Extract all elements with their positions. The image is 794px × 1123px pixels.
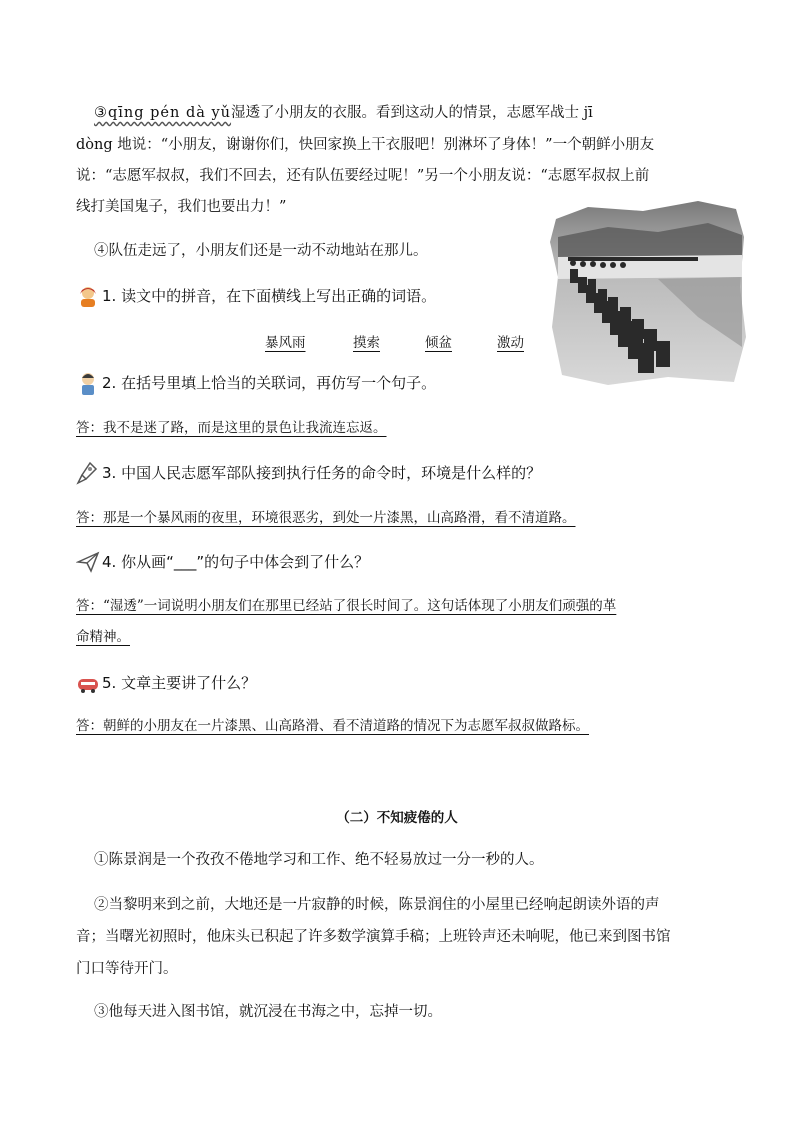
train-icon [76,671,100,695]
q1-word-2: 摸索 [353,335,380,351]
q1-word-3: 倾盆 [425,335,452,351]
paragraph-3-line-2: dòng 地说：“小朋友，谢谢你们，快回家换上干衣服吧！别淋坏了身体！”一个朝鲜小朋友 [76,137,655,153]
passage2-paragraph-1: ①陈景润是一个孜孜不倦地学习和工作、绝不轻易放过一分一秒的人。 [94,852,544,868]
q1-answer-words [265,331,524,351]
teacher-icon [76,371,100,395]
paragraph-3-text-1: 湿透了小朋友的衣服。看到这动人的情景，志愿军战士 jī [231,105,593,121]
q1-word-1: 暴风雨 [265,335,306,351]
paragraph-3-line-3: 说：“志愿军叔叔，我们不回去，还有队伍要经过呢！”另一个小朋友说：“志愿军叔叔上前 [76,168,650,184]
passage2-paragraph-2-line-3: 门口等待开门。 [76,961,178,977]
passage2-paragraph-3: ③他每天进入图书馆，就沉浸在书海之中，忘掉一切。 [94,1004,442,1020]
q4-answer-line-2: 命精神。 [76,629,130,645]
paragraph-3-line-1 [94,103,593,123]
pinyin-blank-1: ③qīng pén dà yǔ [94,105,232,121]
q4-answer-line-1: 答：“湿透”一词说明小朋友们在那里已经站了很长时间了。这句话体现了小朋友们顽强的革 [76,598,617,614]
question-5: 5. 文章主要讲了什么？ [76,671,256,695]
q5-answer: 答：朝鲜的小朋友在一片漆黑、山高路滑、看不清道路的情况下为志愿军叔叔做路标。 [76,718,589,734]
student-icon [76,284,100,308]
paragraph-4: ④队伍走远了，小朋友们还是一动不动地站在那儿。 [94,243,428,259]
section-title: （二）不知疲倦的人 [336,810,458,826]
passage2-paragraph-2-line-1: ②当黎明来到之前，大地还是一片寂静的时候，陈景润住的小屋里已经响起朗读外语的声 [94,897,660,913]
question-1: 1. 读文中的拼音，在下面横线上写出正确的词语。 [76,284,436,308]
paragraph-3-line-4: 线打美国鬼子，我们也要出力！” [76,199,287,215]
q1-word-4: 激动 [497,335,524,351]
q2-answer: 答：我不是迷了路，而是这里的景色让我流连忘返。 [76,420,387,436]
passage2-paragraph-2-line-2: 音；当曙光初照时，他床头已积起了许多数学演算手稿；上班铃声还未响呢，他已来到图书馆 [76,929,671,945]
paper-plane-icon [76,550,100,574]
question-3: 3. 中国人民志愿军部队接到执行任务的命令时，环境是什么样的？ [76,461,541,485]
troops-marching-photo [548,197,748,387]
rocket-icon [76,461,100,485]
question-4: 4. 你从画“___”的句子中体会到了什么？ [76,550,369,574]
question-2: 2. 在括号里填上恰当的关联词，再仿写一个句子。 [76,371,436,395]
q3-answer: 答：那是一个暴风雨的夜里，环境很恶劣，到处一片漆黑，山高路滑，看不清道路。 [76,510,576,526]
